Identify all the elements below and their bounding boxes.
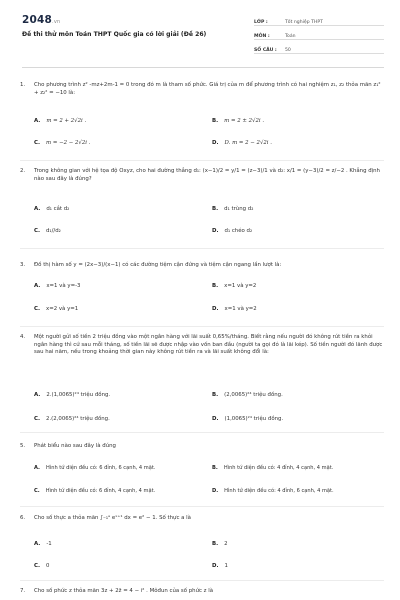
- option-text: 2.(1,0065)²⁴ triệu đồng.: [46, 392, 111, 398]
- meta-row-count: [254, 40, 384, 54]
- question-number: 2.: [20, 168, 26, 174]
- option-label: A.: [34, 206, 41, 212]
- meta-row-class: [254, 12, 384, 26]
- logo-text: 2048: [22, 14, 53, 26]
- question-text: Trong không gian với hệ tọa độ Oxyz, cho hai đường thẳng d₁: (x−1)/2 = y/1 = (z−3)/1 và d₂: x/1 = (y−3)/2 = z/−2 . Khẳng định nào sau đây là đúng?: [34, 168, 380, 182]
- option-c[interactable]: [34, 563, 49, 569]
- question-number: 1.: [20, 82, 26, 88]
- option-text: Hình tứ diện đều có: 6 đỉnh, 4 cạnh, 4 mặt.: [45, 488, 156, 494]
- option-label: D.: [212, 563, 219, 569]
- option-label: A.: [34, 283, 41, 289]
- option-label: A.: [34, 541, 41, 547]
- option-label: D.: [212, 488, 219, 494]
- option-c[interactable]: [34, 140, 90, 146]
- meta-value: Tốt nghiệp THPT: [285, 20, 323, 25]
- question-number: 6.: [20, 515, 26, 521]
- question-number: 5.: [20, 443, 26, 449]
- meta-key: MÔN :: [254, 34, 270, 39]
- option-text: d₁ chéo d₂: [224, 228, 253, 234]
- option-text: 1: [224, 563, 228, 569]
- option-text: d₁ trùng d₂: [224, 206, 254, 212]
- option-text: x=2 và y=1: [46, 306, 79, 312]
- option-d[interactable]: [212, 306, 257, 312]
- logo-suffix: .vn: [52, 19, 61, 25]
- option-d[interactable]: [212, 563, 228, 569]
- option-label: B.: [212, 118, 219, 124]
- question-2: [20, 168, 384, 183]
- site-logo[interactable]: [22, 14, 60, 26]
- option-text: 0: [46, 563, 50, 569]
- option-text: m = 2 + 2√2i .: [46, 118, 87, 124]
- question-7: [20, 588, 384, 596]
- option-a[interactable]: [34, 392, 110, 398]
- option-label: B.: [212, 541, 219, 547]
- option-label: A.: [34, 465, 40, 471]
- exam-title: Đề thi thử môn Toán THPT Quốc gia có lời giải (Đề 26): [22, 31, 207, 38]
- option-d[interactable]: [212, 488, 334, 494]
- option-label: B.: [212, 206, 219, 212]
- question-1: [20, 82, 384, 97]
- option-text: Hình tứ diện đều có: 4 đỉnh, 6 cạnh, 4 mặt.: [224, 488, 334, 494]
- option-a[interactable]: [34, 283, 80, 289]
- option-text: (1,0065)²⁴ triệu đồng.: [224, 416, 284, 422]
- option-text: 2: [224, 541, 228, 547]
- option-text: x=1 và y=2: [224, 283, 257, 289]
- question-5: [20, 443, 384, 451]
- option-c[interactable]: [34, 228, 61, 234]
- option-label: C.: [34, 416, 41, 422]
- option-label: C.: [34, 306, 41, 312]
- option-c[interactable]: [34, 306, 78, 312]
- option-label: A.: [34, 392, 41, 398]
- option-label: C.: [34, 228, 41, 234]
- question-number: 4.: [20, 334, 26, 340]
- question-number: 3.: [20, 262, 26, 268]
- question-separator: [20, 506, 384, 507]
- exam-meta: [254, 12, 384, 54]
- meta-value: 50: [285, 48, 291, 53]
- option-text: d₁ cắt d₂: [46, 206, 70, 212]
- option-text: m = 2 ± 2√2i .: [224, 118, 265, 124]
- option-text: x=1 và y=2: [224, 306, 257, 312]
- option-label: C.: [34, 563, 41, 569]
- question-3: [20, 262, 384, 270]
- question-text: Cho số phức z thỏa mãn 3z + 2z̄ = 4 − i² . Môđun của số phức z là: [34, 588, 214, 594]
- question-separator: [20, 580, 384, 581]
- option-label: B.: [212, 392, 219, 398]
- question-4: [20, 334, 384, 357]
- header-divider: [22, 67, 384, 68]
- question-6: [20, 515, 384, 523]
- option-label: D.: [212, 140, 219, 146]
- option-label: C.: [34, 488, 40, 494]
- option-b[interactable]: [212, 392, 283, 398]
- option-a[interactable]: [34, 465, 156, 471]
- question-separator: [20, 160, 384, 161]
- option-text: (2,0065)²⁴ triệu đồng.: [224, 392, 283, 398]
- option-c[interactable]: [34, 488, 155, 494]
- option-a[interactable]: [34, 541, 52, 547]
- meta-value: Toán: [285, 34, 296, 39]
- option-a[interactable]: [34, 206, 69, 212]
- option-text: Hình tứ diện đều có: 6 đỉnh, 6 cạnh, 4 mặt.: [45, 465, 156, 471]
- option-label: C.: [34, 140, 41, 146]
- question-separator: [20, 248, 384, 249]
- option-b[interactable]: [212, 118, 264, 124]
- option-text: D. m = 2 − 2√2i .: [224, 140, 272, 146]
- question-text: Cho số thực a thỏa mãn ∫₋₁ᵃ eˣ⁺¹ dx = e² − 1. Số thực a là: [34, 515, 191, 521]
- option-b[interactable]: [212, 541, 228, 547]
- option-label: D.: [212, 228, 219, 234]
- meta-key: SỐ CÂU :: [254, 48, 277, 53]
- meta-row-subject: [254, 26, 384, 40]
- question-number: 7.: [20, 588, 26, 594]
- question-text: Đồ thị hàm số y = (2x−3)/(x−1) có các đường tiệm cận đứng và tiệm cận ngang lần lượt là:: [34, 262, 282, 268]
- question-text: Một người gửi số tiền 2 triệu đồng vào một ngân hàng với lãi suất 0,65%/tháng. Biết rằng nếu người đó không rút tiền ra khỏi ngân hàng thì cứ sau mỗi tháng, số tiền lãi sẽ được nhập vào vốn ban đầu (người ta gọi đó là lãi kép). Số tiền người đó lãnh được sau hai năm, nếu trong khoảng thời gian này không rút tiền ra và lãi suất không đổi là:: [34, 334, 383, 356]
- option-text: Hình tứ diện đều có: 4 đỉnh, 4 cạnh, 4 mặt.: [223, 465, 334, 471]
- option-d[interactable]: [212, 228, 252, 234]
- meta-key: LỚP :: [254, 20, 268, 25]
- option-b[interactable]: [212, 206, 253, 212]
- question-separator: [20, 326, 384, 327]
- option-text: x=1 và y=-3: [46, 283, 81, 289]
- option-label: D.: [212, 416, 219, 422]
- option-text: -1: [46, 541, 52, 547]
- option-text: 2.(2,0065)²⁴ triệu đồng.: [46, 416, 110, 422]
- question-text: Cho phương trình z² -mz+2m-1 = 0 trong đó m là tham số phức. Giá trị của m để phương trình có hai nghiệm z₁, z₂ thỏa mãn z₁² + z₂² = −10 là:: [34, 82, 381, 96]
- option-label: A.: [34, 118, 41, 124]
- option-b[interactable]: [212, 465, 333, 471]
- question-text: Phát biểu nào sau đây là đúng: [34, 443, 116, 449]
- option-a[interactable]: [34, 118, 86, 124]
- option-label: D.: [212, 306, 219, 312]
- option-c[interactable]: [34, 416, 110, 422]
- option-label: B.: [212, 465, 218, 471]
- option-text: d₁//d₂: [46, 228, 61, 234]
- question-separator: [20, 432, 384, 433]
- option-d[interactable]: [212, 140, 272, 146]
- option-d[interactable]: [212, 416, 283, 422]
- option-label: B.: [212, 283, 219, 289]
- option-text: m = −2 − 2√2i .: [46, 140, 91, 146]
- option-b[interactable]: [212, 283, 256, 289]
